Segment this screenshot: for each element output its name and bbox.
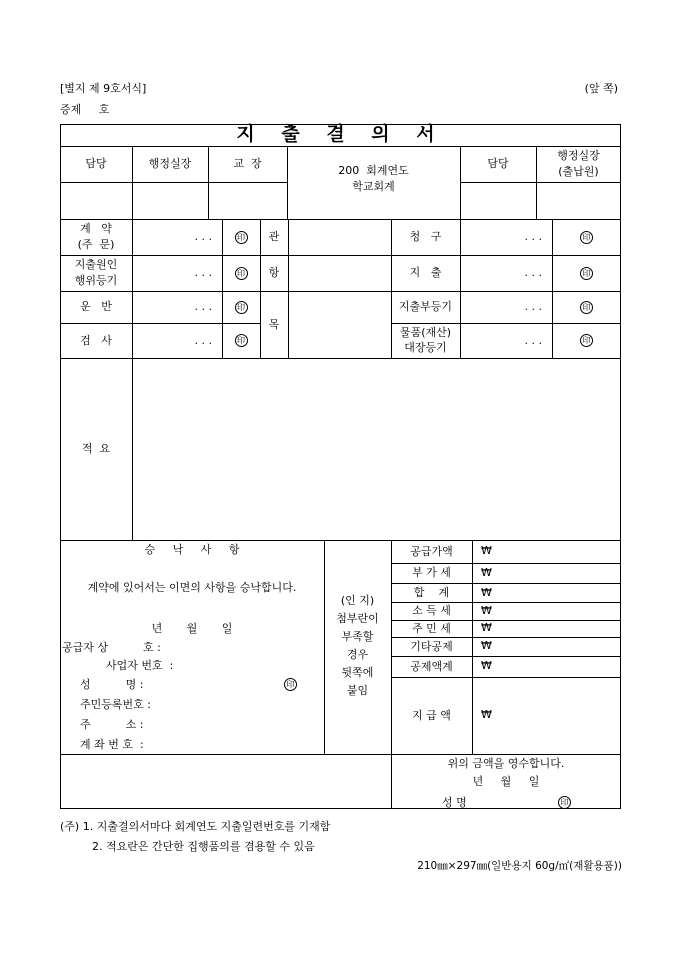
date-dots: . . . [524,333,542,347]
budget-gwan-label: 관 [268,230,280,244]
form-number: [별지 제 9호서식] [60,82,147,95]
stamp-note-line: (인 지) [340,593,375,607]
approval-right-cashier-label: (출납원) [558,165,599,178]
approval-right-head-label: 행정실장 [557,149,600,163]
fiscal-year: 200 회계연도 [338,164,409,178]
row-claim-label: 청 구 [409,230,442,244]
row-contract-label: 계 약 [80,222,112,236]
date-dots: . . . [194,300,212,314]
stamp-note-line: 첨부란이 [336,611,379,625]
representative-name-label: 성 명 : [80,678,144,691]
approval-principal-label: 교 장 [233,157,262,171]
seal-icon: 印 [235,301,248,314]
other-deduction-label: 기타공제 [410,639,453,653]
won-icon: ₩ [481,586,492,599]
stamp-note-line: 붙임 [346,684,369,698]
supply-value-label: 공급가액 [410,544,453,558]
won-icon: ₩ [481,621,492,634]
date-dots: . . . [194,333,212,347]
row-transport-label: 운 반 [80,300,112,314]
account-number-label: 계 좌 번 호 : [80,738,144,751]
paper-spec: 210㎜×297㎜(일반용지 60g/㎡(재활용품)) [417,860,622,872]
receipt-signature-label: 성 명 [442,796,467,809]
seal-icon: 印 [235,267,248,280]
row-property-sub: 대장등기 [404,340,447,354]
budget-mok-label: 목 [268,317,280,331]
approval-right-staff-label: 담당 [487,157,509,171]
won-icon: ₩ [481,659,492,672]
stamp-note-line: 부족할 [341,629,374,643]
consent-date: 년 월 일 [151,622,233,636]
address-label: 주 소 : [80,718,144,731]
proof-number: 증제 호 [60,103,110,116]
payment-amount-label: 지 급 액 [412,708,451,722]
seal-icon: 印 [284,678,297,691]
summary-label: 적 요 [81,442,111,456]
seal-icon: 印 [235,334,248,347]
resident-number-label: 주민등록번호 : [80,698,151,711]
vat-label: 부 가 세 [412,566,451,580]
won-icon: ₩ [481,604,492,617]
seal-icon: 印 [558,796,571,809]
row-cause-sub: 행위등기 [74,274,118,287]
row-ledger-label: 지출부등기 [398,300,453,314]
seal-icon: 印 [580,334,593,347]
date-dots: . . . [524,300,542,314]
stamp-note-line: 뒷쪽에 [341,666,374,680]
business-number-label: 사업자 번호 : [106,659,174,672]
footnote-1: (주) 1. 지출결의서마다 회계연도 지출일련번호를 기재함 [60,820,331,833]
supplier-name-label: 공급자 상 호 : [62,641,161,654]
receipt-date: 년 월 일 [472,775,540,789]
summary-field[interactable] [133,359,620,539]
row-property-label: 물품(재산) [399,326,452,340]
won-icon: ₩ [481,566,492,579]
consent-text: 계약에 있어서는 이면의 사항을 승낙합니다. [87,581,297,595]
front-side-label: (앞 쪽) [584,82,618,95]
won-icon: ₩ [481,639,492,652]
seal-icon: 印 [580,267,593,280]
approval-office-head-label: 행정실장 [148,157,192,171]
seal-icon: 印 [235,231,248,244]
total-label: 합 계 [413,585,450,599]
row-expenditure-label: 지 출 [409,266,442,280]
seal-icon: 印 [580,231,593,244]
date-dots: . . . [524,230,542,244]
row-inspection-label: 검 사 [80,333,112,347]
won-icon: ₩ [481,708,492,721]
date-dots: . . . [194,266,212,280]
seal-icon: 印 [580,301,593,314]
date-dots: . . . [194,230,212,244]
row-contract-sub: (주 문) [77,238,115,251]
budget-hang-label: 항 [268,266,280,280]
row-cause-label: 지출원인 [74,258,118,272]
receipt-text: 위의 금액을 영수합니다. [447,757,565,771]
deduction-total-label: 공제액계 [410,659,453,673]
date-dots: . . . [524,266,542,280]
form-title: 지 출 결 의 서 [236,123,445,146]
won-icon: ₩ [481,544,492,557]
footnote-2: 2. 적요란은 간단한 집행품의를 겸용할 수 있음 [92,840,315,853]
consent-title: 승 낙 사 항 [144,543,240,557]
stamp-note-line: 경우 [346,648,369,661]
approval-staff-label: 담당 [85,157,107,171]
resident-tax-label: 주 민 세 [412,621,451,635]
income-tax-label: 소 득 세 [412,604,451,618]
account-type: 학교회계 [352,180,395,193]
